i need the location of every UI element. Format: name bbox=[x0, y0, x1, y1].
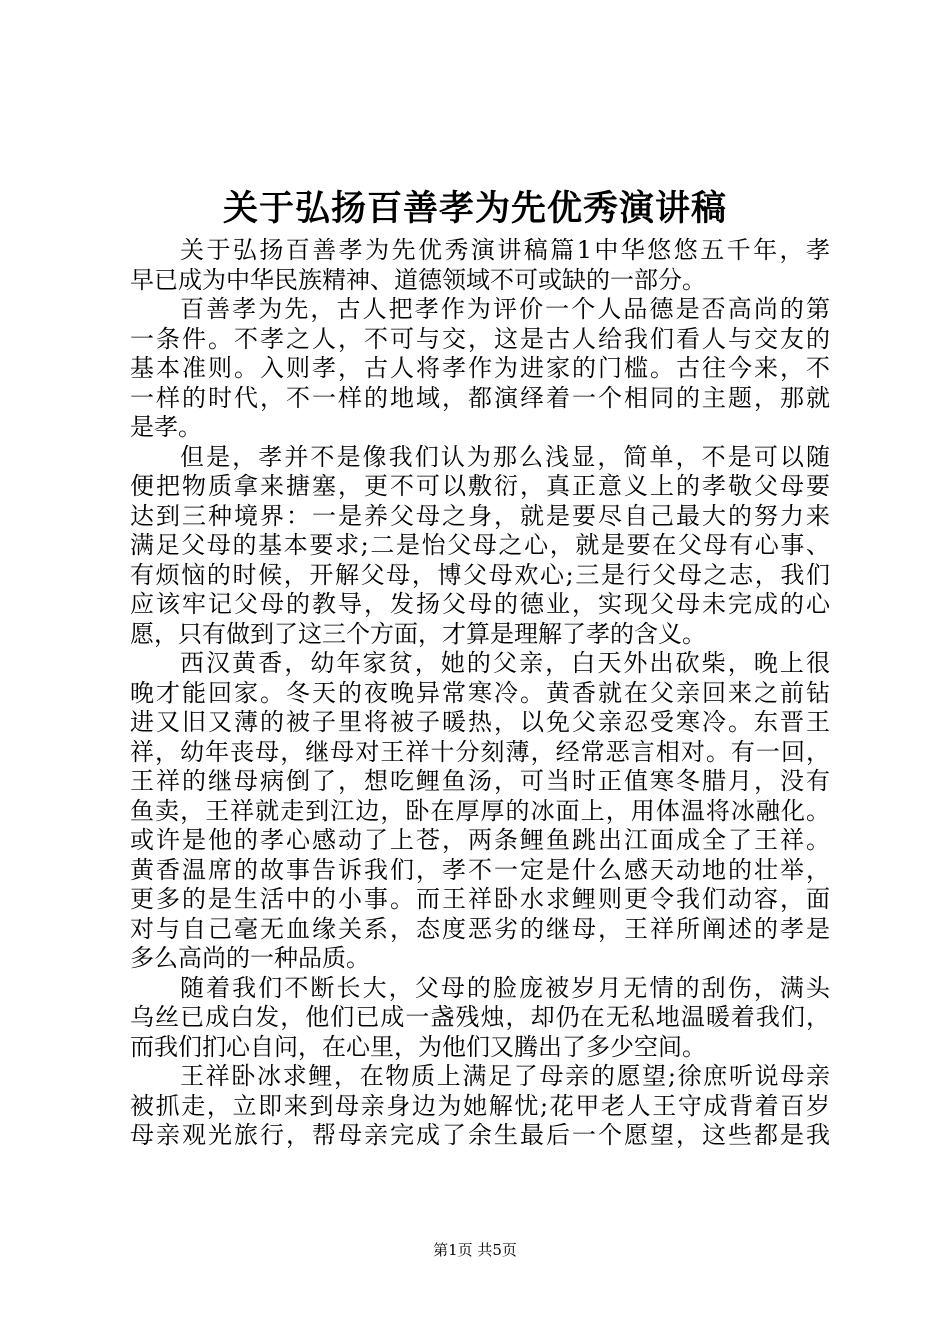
text-line: 是孝。 bbox=[130, 413, 202, 441]
text-line: 百善孝为先，古人把孝作为评价一个人品德是否高尚的第 bbox=[180, 295, 830, 323]
document-body bbox=[130, 236, 830, 1151]
text-line: 王祥卧冰求鲤，在物质上满足了母亲的愿望;徐庶听说母亲 bbox=[180, 1062, 830, 1090]
text-line: 王祥的继母病倒了，想吃鲤鱼汤，可当时正值寒冬腊月，没有 bbox=[130, 767, 830, 795]
text-line: 一样的时代，不一样的地域，都演绎着一个相同的主题，那就 bbox=[130, 383, 830, 412]
text-line: 母亲观光旅行，帮母亲完成了余生最后一个愿望，这些都是我 bbox=[130, 1121, 830, 1149]
text-line: 更多的是生活中的小事。而王祥卧水求鲤则更令我们动容，面 bbox=[130, 885, 830, 913]
text-line: 鱼卖，王祥就走到江边，卧在厚厚的冰面上，用体温将冰融化。 bbox=[130, 796, 830, 825]
page-number-footer: 第1页 共5页 bbox=[433, 1241, 517, 1259]
text-line: 但是，孝并不是像我们认为那么浅显，简单，不是可以随 bbox=[180, 442, 830, 471]
text-line: 满足父母的基本要求;二是怡父母之心，就是要在父母有心事、 bbox=[130, 531, 830, 559]
text-line: 愿，只有做到了这三个方面，才算是理解了孝的含义。 bbox=[130, 619, 706, 648]
text-line: 多么高尚的一种品质。 bbox=[130, 944, 370, 972]
text-line: 乌丝已成白发，他们已成一盏残烛，却仍在无私地温暖着我们， bbox=[130, 1003, 830, 1031]
text-line: 便把物质拿来搪塞，更不可以敷衍，真正意义上的孝敬父母要 bbox=[130, 472, 830, 500]
text-line: 祥，幼年丧母，继母对王祥十分刻薄，经常恶言相对。有一回， bbox=[130, 737, 830, 766]
text-line: 晚才能回家。冬天的夜晚异常寒冷。黄香就在父亲回来之前钻 bbox=[130, 678, 830, 707]
text-line: 进又旧又薄的被子里将被子暖热，以免父亲忍受寒冷。东晋王 bbox=[130, 708, 830, 736]
text-line: 西汉黄香，幼年家贫，她的父亲，白天外出砍柴，晚上很 bbox=[180, 649, 830, 677]
text-line: 应该牢记父母的教导，发扬父母的德业，实现父母未完成的心 bbox=[130, 590, 830, 618]
text-line: 关于弘扬百善孝为先优秀演讲稿篇1中华悠悠五千年，孝 bbox=[180, 236, 830, 264]
document-title: 关于弘扬百善孝为先优秀演讲稿 bbox=[222, 188, 727, 229]
text-line: 或许是他的孝心感动了上苍，两条鲤鱼跳出江面成全了王祥。 bbox=[130, 826, 830, 854]
text-line: 被抓走，立即来到母亲身边为她解忧;花甲老人王守成背着百岁 bbox=[130, 1091, 830, 1120]
text-line: 对与自己毫无血缘关系，态度恶劣的继母，王祥所阐述的孝是 bbox=[130, 914, 830, 943]
text-line: 而我们扪心自问，在心里，为他们又腾出了多少空间。 bbox=[130, 1032, 706, 1061]
text-line: 有烦恼的时候，开解父母，博父母欢心;三是行父母之志，我们 bbox=[130, 560, 830, 589]
text-line: 达到三种境界：一是养父母之身，就是要尽自己最大的努力来 bbox=[130, 501, 830, 530]
text-line: 基本准则。入则孝，古人将孝作为进家的门槛。古往今来，不 bbox=[130, 354, 830, 382]
text-line: 早已成为中华民族精神、道德领域不可或缺的一部分。 bbox=[130, 265, 706, 294]
text-line: 随着我们不断长大，父母的脸庞被岁月无情的刮伤，满头 bbox=[180, 973, 830, 1002]
text-line: 一条件。不孝之人，不可与交，这是古人给我们看人与交友的 bbox=[130, 324, 830, 353]
text-line: 黄香温席的故事告诉我们，孝不一定是什么感天动地的壮举， bbox=[130, 855, 830, 884]
